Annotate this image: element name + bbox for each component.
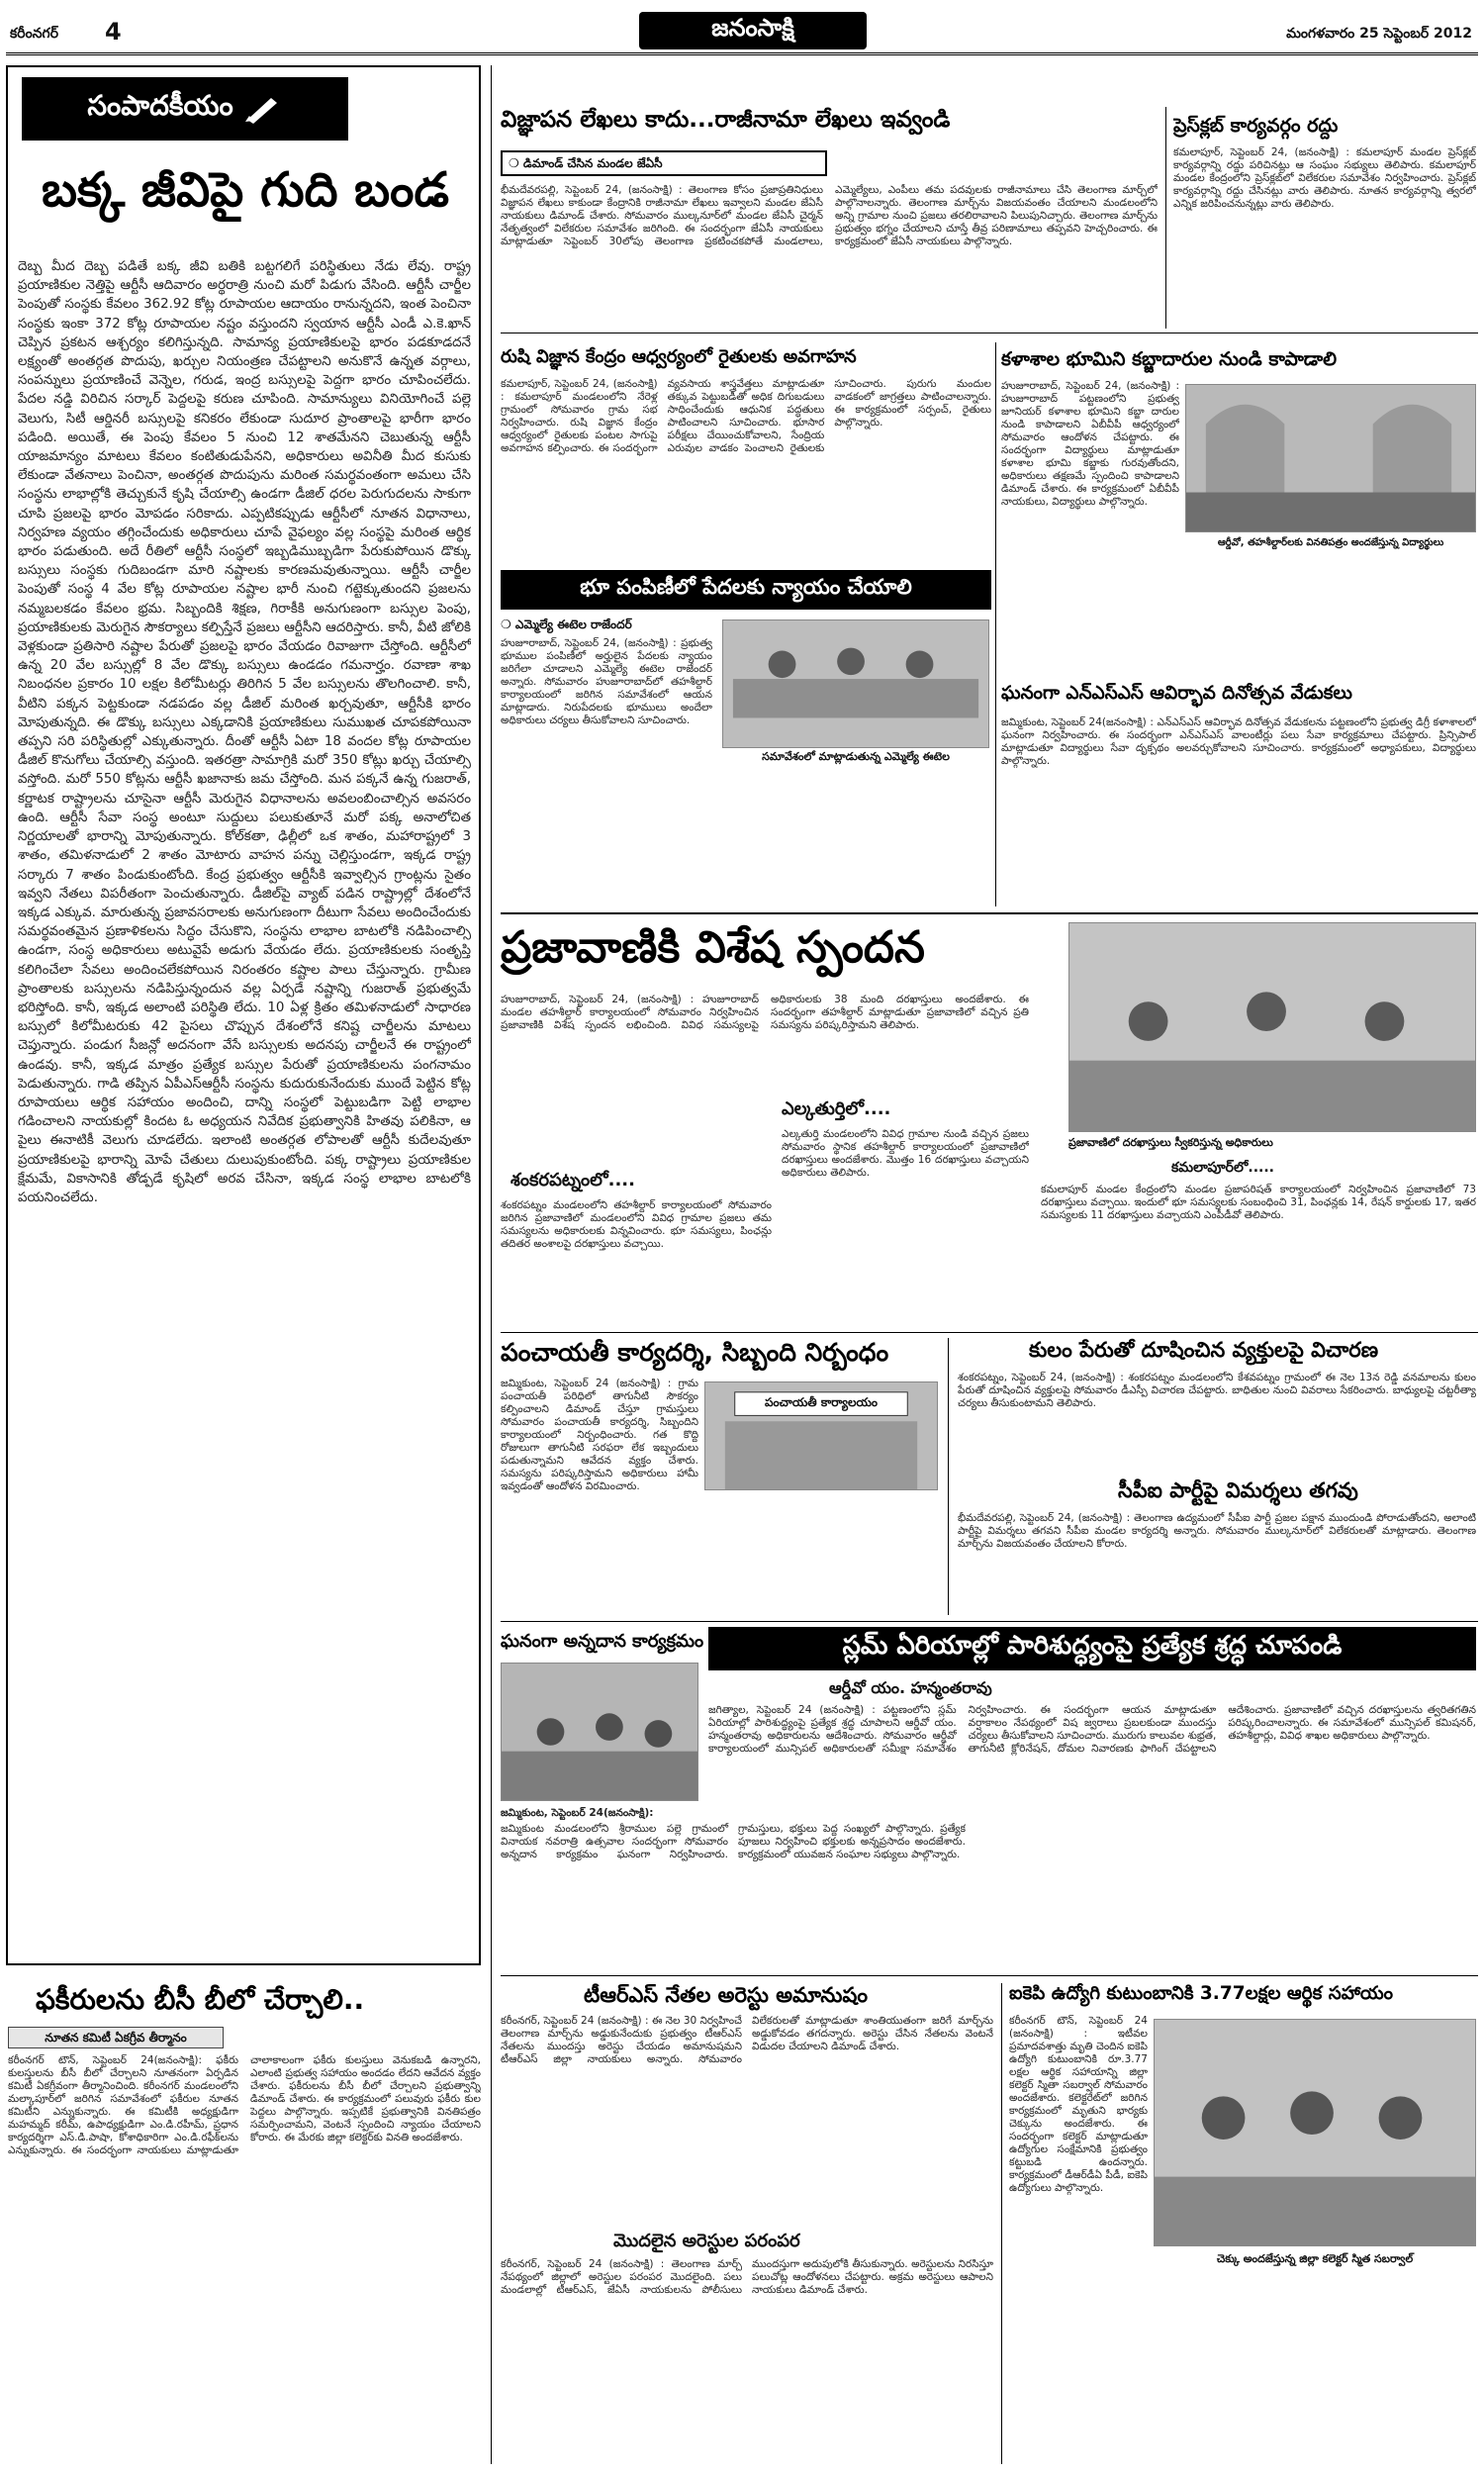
praja-body-kamalapur: కమలాపూర్ మండల కేంద్రంలోని మండల ప్రజాపరిషత్ కార్యాలయంలో నిర్వహించిన ప్రజావాణిలో 73 దరఖాస్తులు వచ్చాయి. ఇందులో భూ సమస్యలకు సంబంధించి 31, పింఛన్లకు 14, రేషన్ కార్డులకు 17, ఇతర సమస్యలకు 11 దరఖాస్తులు వచ్చాయని ఎంపీడీవో తెలిపారు. bbox=[1041, 1184, 1476, 1221]
trs-sub: మొదలైన అరెస్టుల పరంపర bbox=[613, 2231, 800, 2251]
slum-sub: ఆర్డీవో యం. హన్మంతరావు bbox=[829, 1678, 992, 1697]
bhu-sub: ❍ ఎమ్మెల్యే ఈటెల రాజేందర్ bbox=[501, 618, 632, 631]
trs-body: కరీంనగర్, సెప్టెంబర్ 24 (జనంసాక్షి) : ఈ నెల 30 నిర్వహించే తెలంగాణ మార్చ్‌ను అడ్డుకునేందుకు ప్రభుత్వం టీఆర్ఎస్ నేతలను ముందస్తు అరెస్టు చేయడం అమానుషమని టీఆర్ఎస్ జిల్లా నాయకులు అన్నారు. సోమవారం విలేకరులతో మాట్లాడుతూ శాంతియుతంగా జరిగే మార్చ్‌ను అడ్డుకోవడం తగదన్నారు. అరెస్టు చేసిన నేతలను వెంటనే విడుదల చేయాలని డిమాండ్ చేశారు. bbox=[501, 2015, 993, 2065]
pen-icon bbox=[243, 94, 283, 124]
college-headline: కళాశాల భూమిని కబ్జాదారుల నుండి కాపాడాలి bbox=[1001, 348, 1338, 370]
faqir-headline: ఫకీరులను బీసీ బీలో చేర్చాలి.. bbox=[36, 1983, 365, 2016]
kulam-headline: కులం పేరుతో దూషించిన వ్యక్తులపై విచారణ bbox=[1029, 1338, 1379, 1362]
panchayat-body-right bbox=[704, 1496, 938, 1615]
panchayat-body: జమ్మికుంట, సెప్టెంబర్ 24 (జనంసాక్షి) : గ్రామ పంచాయతీ పరిధిలో తాగునీటి సౌకర్యం కల్పించాలని డిమాండ్ చేస్తూ గ్రామస్తులు సోమవారం పంచాయతీ కార్యదర్శి, సిబ్బందిని కార్యాలయంలో నిర్బంధించారు. గత కొద్ది రోజులుగా తాగునీటి సరఫరా లేక ఇబ్బందులు పడుతున్నామని ఆవేదన వ్యక్తం చేశారు. సమస్యను పరిష్కరిస్తామని అధికారులు హామీ ఇవ్వడంతో ఆందోళన విరమించారు. bbox=[501, 1378, 698, 1492]
ikp-body: కరీంనగర్ టౌన్, సెప్టెంబర్ 24 (జనంసాక్షి) : ఇటీవల ప్రమాదవశాత్తు మృతి చెందిన ఐకెపి ఉద్యోగి కుటుంబానికి రూ.3.77 లక్షల ఆర్థిక సహాయాన్ని జిల్లా కలెక్టర్ స్మితా సబర్వాల్ సోమవారం అందజేశారు. కలెక్టరేట్‌లో జరిగిన కార్యక్రమంలో మృతుని భార్యకు చెక్కును అందజేశారు. ఈ సందర్భంగా కలెక్టర్ మాట్లాడుతూ ఉద్యోగుల సంక్షేమానికి ప్రభుత్వం కట్టుబడి ఉందన్నారు. కార్యక్రమంలో డీఆర్‌డీఏ పీడీ, ఐకెపి ఉద్యోగులు పాల్గొన్నారు. bbox=[1009, 2015, 1148, 2194]
masthead bbox=[639, 12, 867, 49]
bhu-photo bbox=[722, 619, 989, 748]
section-rule bbox=[501, 1332, 1478, 1333]
masthead-title: జనంసాక్షి bbox=[711, 14, 794, 42]
cpi-headline: సీపీఐ పార్టీపై విమర్శలు తగవు bbox=[1118, 1478, 1358, 1502]
faqir-sub: నూతన కమిటీ ఏకగ్రీవ తీర్మానం bbox=[8, 2027, 224, 2048]
slum-body: జగిత్యాల, సెప్టెంబర్ 24 (జనంసాక్షి) : పట్టణంలోని స్లమ్ ఏరియాల్లో పారిశుద్ధ్యంపై ప్రత్యేక శ్రద్ధ చూపాలని ఆర్డీవో యం. హన్మంతరావు అధికారులను ఆదేశించారు. సోమవారం ఆర్డీవో కార్యాలయంలో మున్సిపల్ అధికారులతో సమీక్షా సమావేశం నిర్వహించారు. ఈ సందర్భంగా ఆయన మాట్లాడుతూ వర్షాకాలం నేపథ్యంలో విష జ్వరాలు ప్రబలకుండా ముందస్తు చర్యలు తీసుకోవాలని సూచించారు. మురుగు కాలువల శుభ్రత, తాగునీటి క్లోరినేషన్, దోమల నివారణకు ఫాగింగ్ చేపట్టాలని ఆదేశించారు. ప్రజావాణిలో వచ్చిన దరఖాస్తులను త్వరితగతిన పరిష్కరించాలన్నారు. ఈ సమావేశంలో మున్సిపల్ కమిషనర్, తహశీల్దార్లు, వివిధ శాఖల అధికారులు పాల్గొన్నారు. bbox=[708, 1704, 1476, 1755]
trs-body2: కరీంనగర్, సెప్టెంబర్ 24 (జనంసాక్షి) : తెలంగాణ మార్చ్ నేపథ్యంలో జిల్లాలో అరెస్టుల పరంపర మొదలైంది. పలు మండలాల్లో టీఆర్ఎస్, జేఏసీ నాయకులను పోలీసులు ముందస్తుగా అదుపులోకి తీసుకున్నారు. అరెస్టులను నిరసిస్తూ పలుచోట్ల ఆందోళనలు చేపట్టారు. అక్రమ అరెస్టులు ఆపాలని నాయకులు డిమాండ్ చేశారు. bbox=[501, 2258, 993, 2296]
editorial-body: దెబ్బ మీద దెబ్బ పడితే బక్క జీవి బతికి బట్టగలిగే పరిస్థితులు నేడు లేవు. రాష్ట్ర ప్రయాణికుల నెత్తిపై ఆర్టీసీ ఆదివారం అర్థరాత్రి నుంచి మరో పిడుగు వేసింది. ఆర్టీసీ చార్జీల పెంపుతో సంస్థకు కేవలం 362.92 కోట్ల రూపాయల ఆదాయం రానున్నదని, ఇంత పెంచినా సంస్థకు ఇంకా 372 కోట్ల రూపాయల నష్టం వస్తుందని స్వయాన ఆర్టీసీ ఎండీ ఎ.కె.ఖాన్ చెప్పిన ప్రకటన ఆశ్చర్యం కలిగిస్తున్నది. సామాన్య ప్రయాణికులపై భారం పడకూడదనే లక్ష్యంతో అంతర్గత పొదుపు, ఖర్చుల నియంత్రణ చేపట్టాలని అనుకొనే ఉన్నత వర్గాలు, సంపన్నులు ప్రయాణించే వెన్నెల, గరుడ, ఇంద్ర బస్సులపై పెద్దగా భారం చూపించలేదు. పేదల నడ్డి విరిచిన సర్కార్ పెద్దలపై కరుణ చూపింది. సామాన్యులు వినియోగించే పల్లె వెలుగు, సిటీ ఆర్డినరీ బస్సులపై కనికరం లేకుండా సుదూర ప్రాంతాలపై భారీగా భారం పడింది. అయితే, ఈ పెంపు కేవలం 5 నుంచి 12 శాతమేనని చెబుతున్న ఆర్టీసీ యాజమాన్యం మాటలు కేవలం కంటితుడుపేనని, అధికారులు అవినీతి మీద కుసుకు లేకుండా వేతనాలు పెంచినా, అంతర్గత పొదుపును మరింత సమర్థవంతంగా అమలు చేసి సంస్థను లాభాల్లోకి తెచ్చుకునే కృషి చేయాల్సి ఉండగా డీజిల్ ధరల పెరుగుదలను సాకుగా చూపి ప్రజలపై భారం మోపడం సరికాదు. ఎప్పటికప్పుడు ఆర్టీసీలో నూతన విధానాలు, నిర్వహణ వ్యయం తగ్గించేందుకు అధికారులు చూపే వైఫల్యం వల్ల సంస్థపై మరింత ఆర్థిక భారం పడుతుంది. అదే రీతిలో ఆర్టీసీ సంస్థలో ఇబ్బడిముబ్బడిగా పేరుకుపోయిన డొక్కు బస్సులు సంస్థకు గుదిబండగా మారి నష్టాలకు కారణమవుతున్నాయి. ఆర్టీసీ చార్జీల పెంపుతో సంస్థ 4 వేల కోట్ల రూపాయల నష్టాల భారీ నుంచి గట్టెక్కుతుందని ప్రజలను నమ్మబలకడం కేవలం భ్రమ. సిబ్బందికి శిక్షణ, గిరాకీకి అనుగుణంగా బస్సుల పెంపు, ప్రయాణికులకు మెరుగైన సౌకర్యాలు కల్పిస్తేనే ప్రజలు ఆర్టీసీని ఆదరిస్తారు. కానీ, వీటి జోలికి వెళ్లకుండా ప్రతిసారి నష్టాల పేరుతో ప్రజలపై భారం వేయడం రివాజుగా చేస్తోంది. ఆర్టీసీలో ఉన్న 20 వేల బస్సుల్లో 8 వేల డొక్కు బస్సులు ఉండడం గమనార్హం. రవాణా శాఖ నిబంధనల ప్రకారం 10 లక్షల కిలోమీటర్లు తిరిగిన 5 వేల బస్సులను తొలగించాలి. కానీ, వీటిని పక్కన పెట్టకుండా నడపడం వల్ల డీజిల్ మరింత ఖర్చవుతూ, ఆర్టీసీకి భారం మోపుతున్నది. ఈ డొక్కు బస్సులు ఎక్కడానికి ప్రయాణికులు సుముఖత చూపకపోయినా తప్పని సరి పరిస్థితుల్లో ఎక్కుతున్నారు. దీంతో ఆర్టీసీ ఏటా 18 వందల కోట్ల రూపాయల డీజిల్ కొనుగోలు చేయాల్సి వస్తుంది. ఇతరత్రా సామాగ్రికి మరో 350 కోట్లు ఖర్చు చేయాల్సి వస్తోంది. మరో 550 కోట్లను ఆర్టీసీ ఖజానాకు జమ చేస్తోంది. మన పక్కనే ఉన్న గుజరాత్, కర్ణాటక రాష్ట్రాలను చూసైనా ఆర్టీసీ మెరుగైన విధానాలను అవలంబించాల్సిన అవసరం ఉంది. ఆర్టీసీ సేవా సంస్థ అంటూ సుద్దులు పలుకుతూనే మరో పక్క అనాలోచిత నిర్ణయాలతో భారాన్ని మోపుతున్నారు. కోల్‌కతా, ఢిల్లీలో ఒక శాతం, మహారాష్ట్రలో 3 శాతం, తమిళనాడులో 2 శాతం మోటారు వాహన పన్ను చెల్లిస్తుండగా, ఇక్కడ రాష్ట్ర సర్కారు 7 శాతం పిండుకుంటోంది. కేంద్ర ప్రభుత్వం ఆర్టీసీకి ఇవ్వాల్సిన గ్రాంట్లను సైతం ఇవ్వని నేతలు విపరీతంగా పెంచుతున్నారు. డీజిల్‌పై వ్యాట్ పడిన రాష్ట్రాల్లో దేశంలోనే ఇక్కడ ఎక్కువ. మారుతున్న ప్రజావసరాలకు అనుగుణంగా దీటుగా సేవలు అందించేందుకు సమర్థవంతమైన ప్రణాళికలను సిద్ధం చేసుకొని, సంస్థను లాభాల బాటలోకి నడిపించాల్సి ఉండగా, సంస్థ అధికారులు అటువైపే అడుగు వేయడం లేదు. ప్రయాణికులకు సంతృప్తి కలిగించేలా సేవలు అందించలేకపోయిన నిరంతరం కష్టాల పాలు చేస్తున్నారు. గ్రామీణ ప్రాంతాలకు బస్సులను నడిపిస్తున్నందున వల్ల ఏర్పడే నష్టాన్ని గుజరాత్ ప్రభుత్వమే భరిస్తోంది. కానీ, ఇక్కడ అలాంటి పరిస్థితి లేదు. 10 ఏళ్ల క్రితం తమిళనాడులో సాధారణ బస్సులో కిలోమీటరుకు 42 పైసలు చొప్పున దేశంలోనే కనిష్ట చార్జీలను మాటలు చెప్తున్నారు. పండుగ సీజన్లో అదనంగా వేసే బస్సులకు అదనపు చార్జీలనే ఈ రాష్ట్రంలో ఉండవు. కానీ, ఇక్కడ మాత్రం ప్రత్యేక బస్సుల పేరుతో ప్రయాణికులను పంగనామం పెడుతున్నారు. గాడి తప్పిన ఏపీఎస్ఆర్టీసీ సంస్థను కుదురుకునేందుకు ముందే పెట్టిన కోట్ల రూపాయలు ఆర్థిక సహాయం అందించి, దాన్ని సంస్థలో పెట్టుబడిగా పెట్టి లాభాల గడించాలని నాయకుల్లో కిందట ఓ అధ్యయన నివేదిక ప్రభుత్వానికి హితవు పలికినా, ఆ పైలు ఈనాటికీ వెలుగు చూడలేదు. ఇలాంటి అంతర్గత లోపాలతో ఆర్టీసీ కుదేలవుతూ ప్రయాణికులపై భారాన్ని మోపే చేతులు దులుపుకుంటోంది. పక్క రాష్ట్రాలు ప్రయాణికుల క్షేమమే, వికాసానికి తోడ్పడే కృషిలో అరవ చేసినా, ఇక్కడ సంస్థ లాభాల బాటలోకి పయనించలేదు. bbox=[18, 259, 471, 1205]
annadana-caption: జమ్మికుంట, సెప్టెంబర్ 24(జనంసాక్షి): bbox=[501, 1807, 654, 1819]
page-number: 4 bbox=[105, 18, 122, 46]
college-caption: ఆర్డీవో, తహశీల్దార్‌లకు వినతిపత్రం అందజేస్తున్న విద్యార్థులు bbox=[1217, 537, 1444, 548]
panchayat-photo-label: పంచాయతీ కార్యాలయం bbox=[764, 1395, 878, 1409]
date-label: మంగళవారం 25 సెప్టెంబర్ 2012 bbox=[1286, 26, 1472, 42]
column-divider bbox=[491, 65, 492, 2464]
praja-sub-shankar: శంకరపట్నంలో.... bbox=[510, 1170, 635, 1190]
cpi-body: భీమదేవరపల్లి, సెప్టెంబర్ 24, (జనంసాక్షి) : తెలంగాణ ఉద్యమంలో సీపీఐ పార్టీ ప్రజల పక్షాన ముందుండి పోరాడుతోందని, అలాంటి పార్టీపై విమర్శలు తగవని సీపీఐ మండల కార్యదర్శి అన్నారు. సోమవారం ముల్కనూర్‌లో విలేకరులతో మాట్లాడారు. తెలంగాణ మార్చ్‌ను విజయవంతం చేయాలని కోరారు. bbox=[958, 1512, 1476, 1550]
faqir-body: కరీంనగర్ టౌన్, సెప్టెంబర్ 24(జనంసాక్షి): ఫకీరు కులస్తులను బీసీ బీలో చేర్చాలని నూతనంగా ఏర్పడిన కమిటీ ఏకగ్రీవంగా తీర్మానించింది. కరీంనగర్ మండలంలోని మల్కాపూర్‌లో జరిగిన సమావేశంలో ఫకీరుల నూతన కమిటీని ఎన్నుకున్నారు. ఈ కమిటీకి అధ్యక్షుడిగా మహమ్మద్ కరీమ్, ఉపాధ్యక్షుడిగా ఎం.డి.రహీమ్, ప్రధాన కార్యదర్శిగా ఎస్.డి.పాషా, కోశాధికారిగా ఎం.డి.రఫీక్‌లను ఎన్నుకున్నారు. ఈ సందర్భంగా నాయకులు మాట్లాడుతూ చాలాకాలంగా ఫకీరు కులస్తులు వెనుకబడి ఉన్నారని, ఎలాంటి ప్రభుత్వ సహాయం అందడం లేదని ఆవేదన వ్యక్తం చేశారు. ఫకీరులను బీసీ బీలో చేర్చాలని ప్రభుత్వాన్ని డిమాండ్ చేశారు. ఈ కార్యక్రమంలో పలువురు ఫకీరు కుల పెద్దలు పాల్గొన్నారు. ఇప్పటికే ప్రభుత్వానికి వినతిపత్రం సమర్పించామని, వెంటనే స్పందించి న్యాయం చేయాలని కోరారు. ఈ మేరకు జిల్లా కలెక్టర్‌కు వినతి అందజేశారు. bbox=[8, 2054, 481, 2156]
bhu-headline-box bbox=[501, 570, 991, 610]
press-headline: ప్రెస్‌క్లబ్ కార్యవర్గం రద్దు bbox=[1173, 115, 1339, 137]
praja-body-shankar: శంకరపట్నం మండలంలోని తహశీల్దార్ కార్యాలయంలో సోమవారం జరిగిన ప్రజావాణిలో మండలంలోని వివిధ గ్రామాల ప్రజలు తమ సమస్యలను అధికారులకు విన్నవించారు. భూ సమస్యలు, పింఛన్లు తదితర అంశాలపై దరఖాస్తులు వచ్చాయి. bbox=[501, 1199, 772, 1250]
annadana-body: జమ్మికుంట మండలంలోని శ్రీరాముల పల్లె గ్రామంలో వినాయక నవరాత్రి ఉత్సవాల సందర్భంగా సోమవారం అన్నదాన కార్యక్రమం ఘనంగా నిర్వహించారు. గ్రామస్తులు, భక్తులు పెద్ద సంఖ్యలో పాల్గొన్నారు. ప్రత్యేక పూజలు నిర్వహించి భక్తులకు అన్నప్రసాదం అందజేశారు. కార్యక్రమంలో యువజన సంఘాల సభ్యులు పాల్గొన్నారు. bbox=[501, 1823, 966, 1860]
editorial-label: సంపాదకీయం bbox=[87, 89, 233, 122]
praja-body-yellaturthi: ఎల్కతుర్తి మండలంలోని వివిధ గ్రామాల నుండి వచ్చిన ప్రజలు సోమవారం స్థానిక తహశీల్దార్ కార్యాలయంలో ప్రజావాణిలో దరఖాస్తులు అందజేశారు. మొత్తం 16 దరఖాస్తులు వచ్చాయని అధికారులు తెలిపారు. bbox=[782, 1128, 1029, 1179]
editorial-label-box bbox=[22, 77, 348, 141]
trs-headline: టీఆర్ఎస్ నేతల అరెస్టు అమానుషం bbox=[584, 1983, 868, 2007]
praja-headline: ప్రజావాణికి విశేష స్పందన bbox=[501, 922, 925, 973]
column-divider bbox=[1001, 1983, 1002, 2464]
edition-label: కరీంనగర్ bbox=[10, 26, 58, 42]
vignapana-sub: ❍ డిమాండ్ చేసిన మండల జేఏసీ bbox=[501, 150, 827, 176]
college-body: హుజూరాబాద్, సెప్టెంబర్ 24, (జనంసాక్షి) : హుజూరాబాద్ పట్టణంలోని ప్రభుత్వ జూనియర్ కళాశాల భూమిని కబ్జా దారుల నుండి కాపాడాలని ఏబీవీపీ ఆధ్వర్యంలో సోమవారం ఆందోళన చేపట్టారు. ఈ సందర్భంగా విద్యార్థులు మాట్లాడుతూ కళాశాల భూమి కబ్జాకు గురవుతోందని, అధికారులు తక్షణమే స్పందించి కాపాడాలని డిమాండ్ చేశారు. ఈ కార్యక్రమంలో ఏబీవీపీ నాయకులు, విద్యార్థులు పాల్గొన్నారు. bbox=[1001, 380, 1179, 508]
bhu-headline: భూ పంపిణీలో పేదలకు న్యాయం చేయాలి bbox=[580, 575, 912, 599]
vignapana-headline: విజ్ఞాపన లేఖలు కాదు...రాజీనామా లేఖలు ఇవ్వండి bbox=[501, 107, 951, 133]
editorial-box bbox=[6, 65, 481, 1965]
annadana-headline: ఘనంగా అన్నదాన కార్యక్రమం bbox=[501, 1631, 704, 1652]
ikp-photo bbox=[1154, 2019, 1476, 2246]
kulam-body: శంకరపట్నం, సెప్టెంబర్ 24, (జనంసాక్షి) : శంకరపట్నం మండలంలోని కేశవపట్నం గ్రామంలో ఈ నెల 13న రెడ్డి వనమాలను కులం పేరుతో దూషించిన వ్యక్తులపై సోమవారం డీఎస్పీ విచారణ చేపట్టారు. బాధితుల నుంచి వివరాలు సేకరించారు. బాధ్యులపై చట్టరీత్యా చర్యలు తీసుకుంటామని తెలిపారు. bbox=[958, 1372, 1476, 1409]
column-divider bbox=[1165, 107, 1166, 329]
ikp-headline: ఐకెపి ఉద్యోగి కుటుంబానికి 3.77లక్షల ఆర్థిక సహాయం bbox=[1009, 1983, 1394, 2004]
praja-sub-kamalapur: కమలాపూర్‌లో..... bbox=[1171, 1160, 1274, 1176]
slum-headline: స్లమ్ ఏరియాల్లో పారిశుద్ధ్యంపై ప్రత్యేక శ్రద్ధ చూపండి bbox=[842, 1631, 1343, 1661]
section-rule bbox=[501, 912, 1478, 914]
ikp-caption: చెక్కు అందజేస్తున్న జిల్లా కలెక్టర్ స్మిత సబర్వాల్ bbox=[1216, 2252, 1414, 2265]
bhu-caption: సమావేశంలో మాట్లాడుతున్న ఎమ్మెల్యే ఈటెల bbox=[762, 750, 950, 763]
rushi-body: కమలాపూర్, సెప్టెంబర్ 24, (జనంసాక్షి) : కమలాపూర్ మండలంలోని నేరెళ్ల గ్రామంలో సోమవారం గ్రామ సభ నిర్వహించారు. రుషి విజ్ఞాన కేంద్రం ఆధ్వర్యంలో రైతులకు పంటల సాగుపై అవగాహన కల్పించారు. ఈ సందర్భంగా వ్యవసాయ శాస్త్రవేత్తలు మాట్లాడుతూ తక్కువ పెట్టుబడితో అధిక దిగుబడులు సాధించేందుకు ఆధునిక పద్ధతులు పాటించాలని సూచించారు. భూసార పరీక్షలు చేయించుకోవాలని, సేంద్రియ ఎరువుల వాడకం పెంచాలని రైతులకు సూచించారు. పురుగు మందుల వాడకంలో జాగ్రత్తలు పాటించాలన్నారు. ఈ కార్యక్రమంలో సర్పంచ్, రైతులు పాల్గొన్నారు. bbox=[501, 378, 991, 454]
vignapana-body: భీమదేవరపల్లి, సెప్టెంబర్ 24, (జనంసాక్షి) : తెలంగాణ కోసం ప్రజాప్రతినిధులు విజ్ఞాపన లేఖలు కాకుండా కేంద్రానికి రాజీనామా లేఖలు ఇవ్వాలని మండల జేఏసీ నాయకులు డిమాండ్ చేశారు. సోమవారం ముల్కనూర్‌లో మండల జేఏసీ చైర్మన్ నేతృత్వంలో విలేకరుల సమావేశం జరిగింది. ఈ సందర్భంగా జేఏసీ నాయకులు మాట్లాడుతూ సెప్టెంబర్ 30లోపు తెలంగాణ ప్రకటించకపోతే మండలాలు, ఎమ్మెల్యేలు, ఎంపీలు తమ పదవులకు రాజీనామాలు చేసి తెలంగాణ మార్చ్‌లో పాల్గొనాలన్నారు. తెలంగాణ మార్చ్‌ను విజయవంతం చేయాలని మండలంలోని అన్ని గ్రామాల నుంచి ప్రజలు తరలిరావాలని పిలుపునిచ్చారు. తెలంగాణ మార్చ్‌ను ప్రభుత్వం భగ్నం చేయాలని చూస్తే తీవ్ర పరిణామాలు తప్పవని హెచ్చరించారు. ఈ కార్యక్రమంలో జేఏసీ నాయకులు పాల్గొన్నారు. bbox=[501, 184, 1158, 247]
column-divider bbox=[948, 1338, 949, 1615]
editorial-headline: బక్క జీవిపై గుది బండ bbox=[41, 162, 450, 218]
section-rule bbox=[501, 1975, 1478, 1976]
section-rule bbox=[501, 1621, 1478, 1622]
column-divider bbox=[995, 342, 996, 906]
bhu-body-right bbox=[722, 768, 989, 906]
annadana-photo bbox=[501, 1663, 698, 1801]
praja-caption: ప్రజావాణిలో దరఖాస్తులు స్వీకరిస్తున్న అధికారులు bbox=[1068, 1136, 1273, 1149]
panchayat-headline: పంచాయతీ కార్యదర్శి, సిబ్బంది నిర్బంధం bbox=[501, 1338, 889, 1367]
page-header bbox=[6, 6, 1478, 55]
rushi-headline: రుషి విజ్ఞాన కేంద్రం ఆధ్వర్యంలో రైతులకు అవగాహన bbox=[501, 346, 857, 367]
slum-headline-box bbox=[708, 1627, 1476, 1670]
ikp-body-right bbox=[1009, 2276, 1476, 2464]
nss-headline: ఘనంగా ఎన్‌ఎస్‌ఎస్ ఆవిర్భావ దినోత్సవ వేడుకలు bbox=[1001, 683, 1352, 704]
bhu-body: హుజూరాబాద్, సెప్టెంబర్ 24, (జనంసాక్షి) : ప్రభుత్వ భూముల పంపిణీలో అర్హులైన పేదలకు న్యాయం జరిగేలా చూడాలని ఎమ్మెల్యే ఈటెల రాజేందర్ అన్నారు. సోమవారం హుజూరాబాద్‌లో తహశీల్దార్ కార్యాలయంలో జరిగిన సమావేశంలో ఆయన మాట్లాడారు. నిరుపేదలకు భూములు అందేలా అధికారులు చర్యలు తీసుకోవాలని సూచించారు. bbox=[501, 637, 712, 726]
praja-photo bbox=[1068, 922, 1476, 1132]
praja-sub-yellaturthi: ఎల్కతుర్తిలో.... bbox=[782, 1098, 891, 1119]
college-photo bbox=[1185, 384, 1476, 532]
press-body: కమలాపూర్, సెప్టెంబర్ 24, (జనంసాక్షి) : కమలాపూర్ మండల ప్రెస్‌క్లబ్ కార్యవర్గాన్ని రద్దు పరిచినట్లు ఆ సంఘం సభ్యులు తెలిపారు. కమలాపూర్ మండల కేంద్రంలోని ప్రెస్‌క్లబ్‌లో విలేకరుల సమావేశం నిర్వహించారు. ప్రెస్‌క్లబ్ కార్యవర్గాన్ని రద్దు చేసినట్లు వారు తెలిపారు. నూతన కార్యవర్గాన్ని త్వరలో ఎన్నిక జరిపించనున్నట్లు వారు తెలిపారు. bbox=[1173, 146, 1476, 210]
nss-body: జమ్మికుంట, సెప్టెంబర్ 24(జనంసాక్షి) : ఎన్‌ఎస్‌ఎస్ ఆవిర్భావ దినోత్సవ వేడుకలను పట్టణంలోని ప్రభుత్వ డిగ్రీ కళాశాలలో ఘనంగా నిర్వహించారు. ఈ సందర్భంగా ఎన్‌ఎస్‌ఎస్ వాలంటీర్లు పలు సేవా కార్యక్రమాలు చేపట్టారు. ప్రిన్సిపాల్ మాట్లాడుతూ విద్యార్థులు సేవా దృక్పథం అలవర్చుకోవాలని సూచించారు. కార్యక్రమంలో అధ్యాపకులు, విద్యార్థులు పాల్గొన్నారు. bbox=[1001, 716, 1476, 767]
praja-body: హుజూరాబాద్, సెప్టెంబర్ 24, (జనంసాక్షి) : హుజూరాబాద్ మండల తహశీల్దార్ కార్యాలయంలో సోమవారం నిర్వహించిన ప్రజావాణికి విశేష స్పందన లభించింది. వివిధ సమస్యలపై అధికారులకు 38 మంది దరఖాస్తులు అందజేశారు. ఈ సందర్భంగా తహశీల్దార్ మాట్లాడుతూ ప్రజావాణిలో వచ్చిన ప్రతి సమస్యను పరిష్కరిస్తామని తెలిపారు. bbox=[501, 994, 1029, 1031]
